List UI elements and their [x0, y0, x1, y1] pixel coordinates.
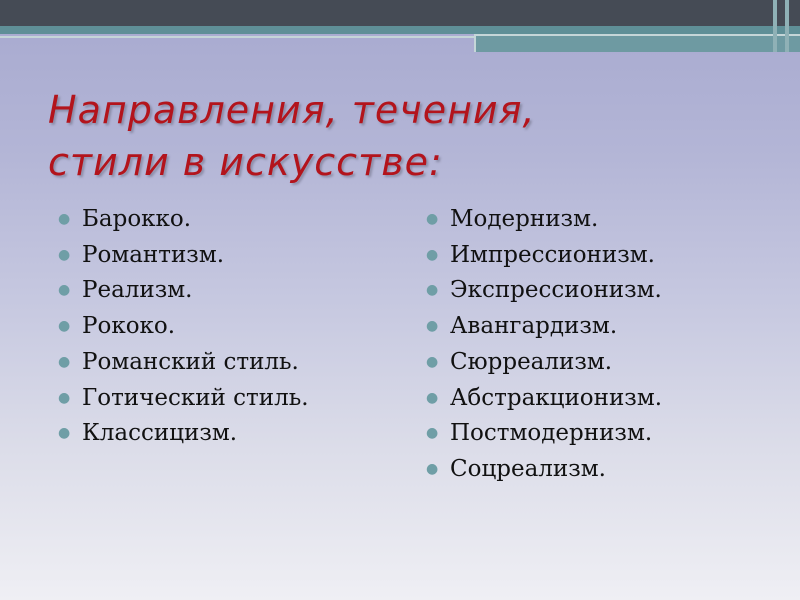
list-item-text: Импрессионизм. [450, 241, 655, 268]
list-item-text: Соцреализм. [450, 455, 606, 482]
bullet-dot-icon: ● [426, 353, 439, 370]
list-item-text: Авангардизм. [450, 313, 618, 340]
list-item [426, 202, 786, 238]
list-item [426, 416, 786, 452]
list-item-text: Реализм. [82, 277, 193, 304]
list-item [58, 238, 398, 274]
bullet-dot-icon: ● [58, 246, 71, 263]
list-item [58, 202, 398, 238]
bullet-dot-icon: ● [58, 318, 71, 335]
right-list [426, 202, 786, 488]
list-item [426, 381, 786, 417]
bullet-dot-icon: ● [426, 211, 439, 227]
list-item-text: Абстракционизм. [450, 384, 663, 411]
list-item-text: Романский стиль. [82, 348, 299, 375]
list-item [58, 381, 398, 417]
bullet-dot-icon: ● [426, 425, 439, 442]
list-item [58, 345, 398, 381]
list-item [426, 309, 786, 345]
list-item [426, 345, 786, 381]
slide-title [48, 84, 748, 188]
bullet-dot-icon: ● [58, 425, 71, 442]
accent-stripe [0, 26, 800, 34]
slide-title-line-1: Направления, течения, [48, 88, 536, 132]
list-item-text: Классицизм. [82, 420, 238, 447]
corner-accent [785, 0, 789, 52]
bullet-dot-icon: ● [58, 353, 71, 370]
bullet-dot-icon: ● [426, 460, 439, 477]
bullet-dot-icon: ● [426, 282, 439, 299]
list-item-text: Постмодернизм. [450, 420, 653, 447]
accent-line [0, 36, 474, 38]
list-item-text: Модернизм. [450, 206, 599, 232]
bullet-dot-icon: ● [58, 389, 71, 406]
list-item-text: Барокко. [82, 206, 192, 232]
bullet-dot-icon: ● [58, 211, 71, 227]
list-item-text: Экспрессионизм. [450, 277, 662, 304]
bullet-dot-icon: ● [58, 282, 71, 299]
list-item-text: Рококо. [82, 313, 176, 340]
left-list [58, 202, 398, 452]
list-item [58, 309, 398, 345]
list-item [58, 416, 398, 452]
slide-title-line-2: стили в искусстве: [48, 140, 443, 184]
bullet-dot-icon: ● [426, 389, 439, 406]
list-item [426, 273, 786, 309]
list-item-text: Готический стиль. [82, 384, 309, 411]
bullet-dot-icon: ● [426, 246, 439, 263]
list-item [58, 273, 398, 309]
top-bar [0, 0, 800, 26]
bullet-dot-icon: ● [426, 318, 439, 335]
list-item [426, 238, 786, 274]
list-item [426, 452, 786, 488]
accent-tab [474, 34, 800, 52]
list-item-text: Романтизм. [82, 241, 225, 268]
corner-accent [773, 0, 777, 52]
list-item-text: Сюрреализм. [450, 348, 613, 375]
